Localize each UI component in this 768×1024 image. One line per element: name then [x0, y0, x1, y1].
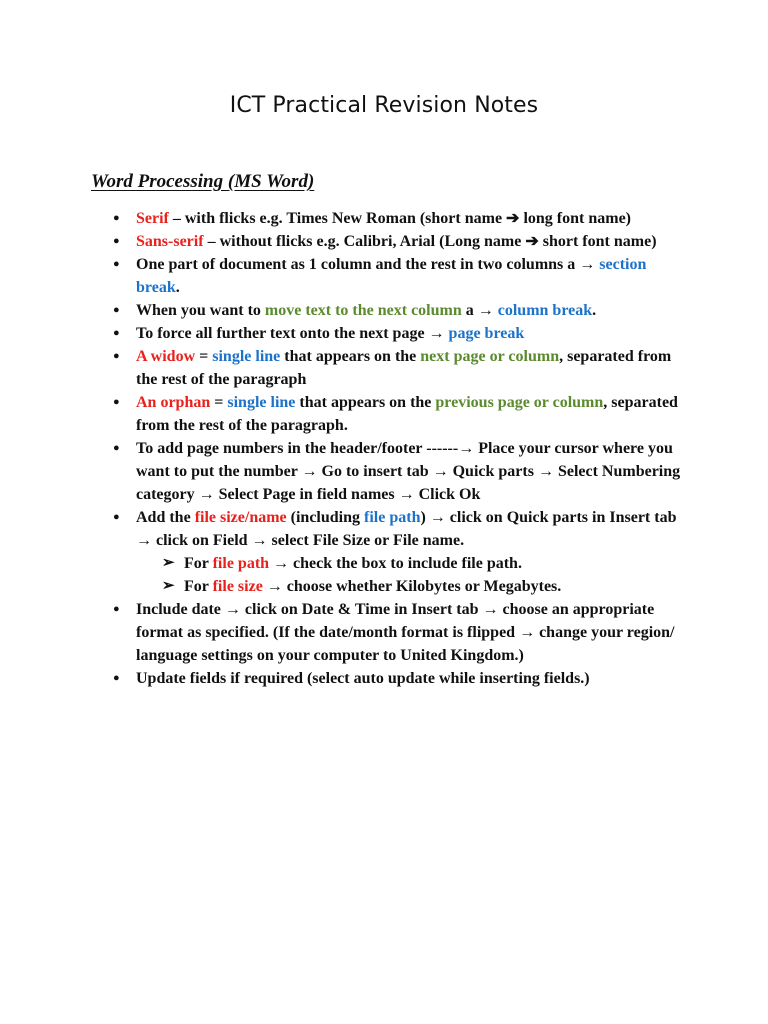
arrow-bullet-icon: ➢ — [162, 578, 175, 594]
highlighted-text: move text to the next column — [264, 302, 462, 319]
list-item — [113, 345, 681, 391]
bullet-icon: ● — [113, 327, 120, 339]
list-item — [113, 391, 681, 437]
bullet-icon: ● — [113, 212, 120, 224]
text-run: Include date → click on Date & Time in Insert tab → choose an appropriate format as specified. (If the date/month format is flipped → change your region/ language settings on your computer to United Kingdom.) — [136, 601, 675, 664]
highlighted-text: section break — [136, 256, 647, 296]
text-run: To add page numbers in the header/footer ------→ Place your cursor where you want to put the number → Go to insert tab → Quick parts → Select Numbering category → Select Page in field names → Click Ok — [136, 440, 681, 503]
list-item-text — [136, 670, 590, 687]
bullet-icon: ● — [113, 511, 120, 523]
bullet-list — [113, 207, 681, 690]
list-item-text — [136, 233, 657, 250]
highlighted-text: file path — [364, 509, 421, 526]
list-item-text — [136, 601, 674, 664]
list-item-text — [136, 394, 678, 434]
bullet-icon: ● — [113, 235, 120, 247]
highlighted-text: page break — [448, 325, 525, 342]
list-item — [113, 437, 681, 506]
bullet-icon: ● — [113, 672, 120, 684]
list-item — [113, 230, 681, 253]
text-run: that appears on the — [280, 348, 421, 365]
highlighted-text: A widow — [136, 348, 196, 365]
text-run: ➔ — [525, 233, 539, 250]
highlighted-text: Sans-serif — [136, 233, 204, 250]
text-run: . — [592, 302, 597, 319]
bullet-icon: ● — [113, 396, 120, 408]
text-run: , separated from the rest of the paragraph — [136, 348, 672, 388]
text-run: , separated from the rest of the paragraph. — [136, 394, 678, 434]
text-run: that appears on the — [295, 394, 436, 411]
text-run: a → — [461, 302, 498, 319]
sub-list-item-text — [184, 578, 561, 595]
list-item-text — [136, 256, 646, 296]
highlighted-text: single line — [212, 348, 281, 365]
bullet-icon: ● — [113, 603, 120, 615]
list-item-text — [136, 210, 631, 227]
page-title: ICT Practical Revision Notes — [229, 93, 539, 118]
list-item — [113, 299, 681, 322]
highlighted-text: file size/name — [194, 509, 287, 526]
text-run: – without flicks e.g. Calibri, Arial (Long name — [203, 233, 526, 250]
highlighted-text: Serif — [136, 210, 169, 227]
bullet-icon: ● — [113, 304, 120, 316]
bullet-icon: ● — [113, 258, 120, 270]
text-run: long font name) — [519, 210, 632, 227]
text-run: One part of document as 1 column and the rest in two columns a → — [136, 256, 600, 273]
sub-list-item — [136, 575, 681, 598]
text-run: ) → click on Quick parts in Insert tab → click on Field → select File Size or File name. — [136, 509, 677, 549]
list-item-text — [136, 302, 596, 319]
text-run: Update fields if required (select auto update while inserting fields.) — [136, 670, 590, 687]
highlighted-text: next page or column — [420, 348, 560, 365]
list-item-text — [136, 509, 676, 549]
text-run: = — [195, 348, 213, 365]
list-item — [113, 253, 681, 299]
list-item-text — [136, 440, 680, 503]
list-item-text — [136, 348, 671, 388]
text-run: . — [175, 279, 180, 296]
arrow-bullet-icon: ➢ — [162, 555, 175, 571]
highlighted-text: column break — [497, 302, 593, 319]
text-run: Add the — [136, 509, 195, 526]
sub-list-item — [136, 552, 681, 575]
text-run: When you want to — [136, 302, 265, 319]
list-item — [113, 506, 681, 552]
text-run: For — [184, 578, 213, 595]
text-run: To force all further text onto the next page → — [136, 325, 449, 342]
list-item — [113, 322, 681, 345]
list-item — [113, 667, 681, 690]
bullet-icon: ● — [113, 442, 120, 454]
highlighted-text: previous page or column — [435, 394, 604, 411]
text-run: → choose whether Kilobytes or Megabytes. — [262, 578, 562, 595]
sub-list-item-text — [184, 555, 522, 572]
text-run: ➔ — [506, 210, 520, 227]
highlighted-text: single line — [227, 394, 296, 411]
list-item-text — [136, 325, 524, 342]
text-run: (including — [286, 509, 365, 526]
text-run: → check the box to include file path. — [269, 555, 522, 572]
highlighted-text: file size — [212, 578, 263, 595]
text-run: – with flicks e.g. Times New Roman (short name — [168, 210, 507, 227]
list-item — [113, 598, 681, 667]
text-run: = — [210, 394, 228, 411]
highlighted-text: file path — [212, 555, 270, 572]
bullet-icon: ● — [113, 350, 120, 362]
text-run: For — [184, 555, 213, 572]
section-heading: Word Processing (MS Word) — [91, 171, 315, 192]
list-item — [113, 207, 681, 230]
text-run: short font name) — [538, 233, 657, 250]
highlighted-text: An orphan — [136, 394, 211, 411]
